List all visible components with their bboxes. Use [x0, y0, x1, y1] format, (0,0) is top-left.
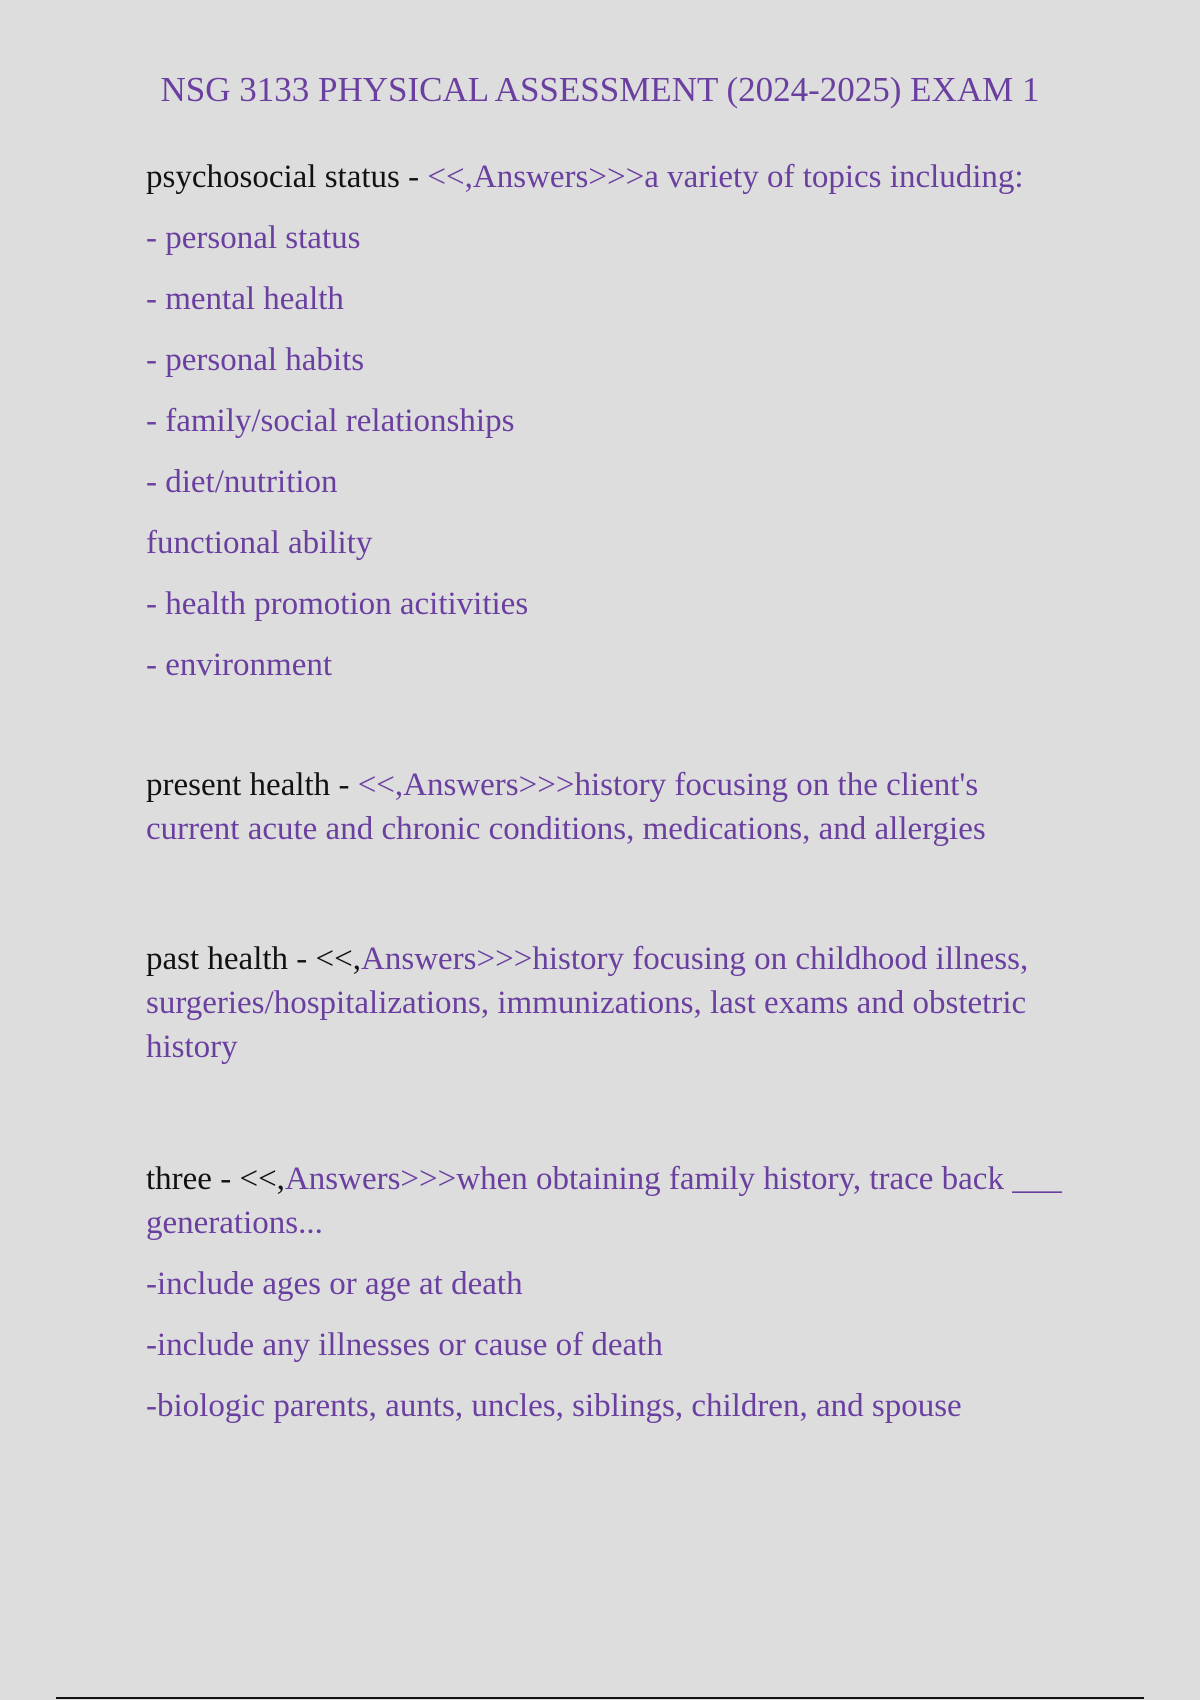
entry-line: - personal habits: [146, 342, 365, 378]
entry-line: functional ability: [146, 525, 373, 561]
entry-definition: history focusing on the client's current acute and chronic conditions, medications, and allergies: [146, 767, 986, 847]
answer-prefix: Answers>>>: [361, 941, 533, 977]
qa-entry-three: [146, 1157, 1076, 1428]
entry-term: psychosocial status: [146, 159, 400, 195]
answer-prefix: <<,Answers>>>: [427, 159, 645, 195]
entry-heading: [146, 937, 1076, 1069]
document-body: [146, 155, 1076, 1428]
footer-divider: [56, 1697, 1144, 1699]
entry-heading: [146, 1157, 1076, 1245]
qa-entry-past-health: [146, 937, 1076, 1069]
entry-separator: -: [399, 159, 428, 195]
entry-line: - mental health: [146, 281, 344, 317]
entry-definition: a variety of topics including:: [644, 159, 1024, 195]
entry-separator: -: [211, 1161, 240, 1197]
answer-prefix-dark: <<,: [315, 941, 362, 977]
entry-definition: history focusing on childhood illness, surgeries/hospitalizations, immunizations, last exams and obstetric history: [146, 941, 1029, 1065]
qa-entry-psychosocial-status: [146, 155, 1076, 687]
entry-line: - family/social relationships: [146, 403, 515, 439]
entry-heading: [146, 763, 1076, 851]
answer-prefix: <<,Answers>>>: [357, 767, 575, 803]
entry-line: - environment: [146, 647, 333, 683]
entry-line: -include any illnesses or cause of death: [146, 1327, 663, 1363]
entry-term: past health: [146, 941, 289, 977]
entry-term: three: [146, 1161, 212, 1197]
entry-definition: when obtaining family history, trace back ___ generations...: [146, 1161, 1062, 1241]
entry-separator: -: [330, 767, 358, 803]
entry-line: - diet/nutrition: [146, 464, 338, 500]
page-title: NSG 3133 PHYSICAL ASSESSMENT (2024-2025) EXAM 1: [160, 70, 1040, 109]
answer-prefix: Answers>>>: [284, 1161, 457, 1197]
entry-heading: [146, 155, 1076, 199]
entry-line: - personal status: [146, 220, 361, 256]
answer-prefix-dark: <<,: [239, 1161, 285, 1197]
entry-term: present health: [146, 767, 331, 803]
entry-line: -biologic parents, aunts, uncles, siblings, children, and spouse: [146, 1388, 962, 1424]
entry-separator: -: [288, 941, 316, 977]
qa-entry-present-health: [146, 763, 1076, 851]
entry-line: -include ages or age at death: [146, 1266, 523, 1302]
entry-line: - health promotion acitivities: [146, 586, 529, 622]
